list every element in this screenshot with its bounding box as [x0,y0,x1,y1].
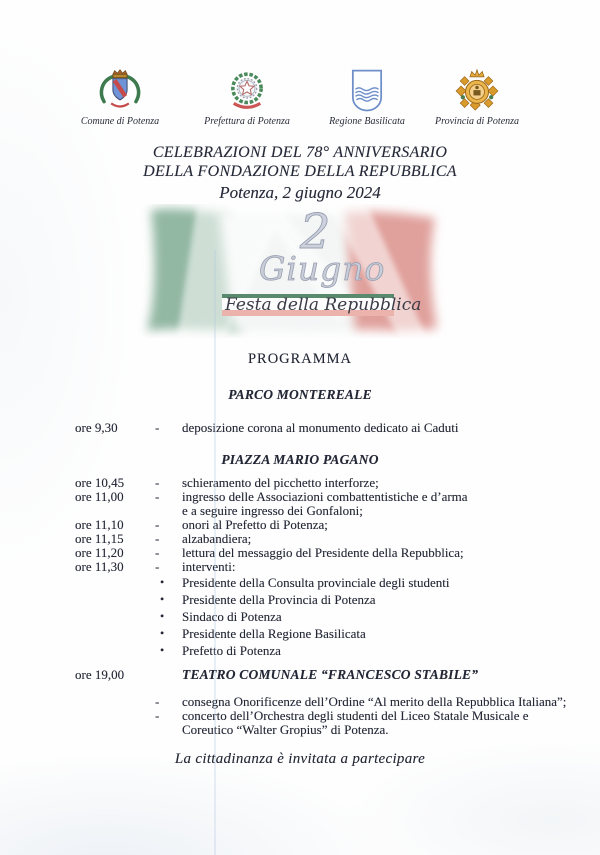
event-text: alzabandiera; [182,531,252,546]
flag-day-numeral: 2 [300,204,331,260]
bullet-icon: • [160,592,165,606]
event-time: ore 11,00 [75,489,124,504]
flag-banner-text: Festa della Repubblica [225,295,422,315]
list-item [0,608,600,625]
event-row [0,709,600,723]
venue-piazza-mario-pagano: PIAZZA MARIO PAGANO [221,452,379,467]
event-text: deposizione corona al monumento dedicato ai Caduti [182,420,459,435]
logo-label: Regione Basilicata [329,116,405,127]
event-text: concerto dell’Orchestra degli studenti del Liceo Statale Musicale e [182,708,529,723]
event-dash: - [155,531,160,546]
event-row [0,490,600,504]
flag-month-script: Giugno [259,249,386,288]
speaker-name: Presidente della Consulta provinciale degli studenti [182,575,450,590]
event-dash: - [155,708,160,723]
provincia-di-potenza-crest-icon [449,68,505,114]
title-place-date: Potenza, 2 giugno 2024 [219,183,381,202]
list-item [0,591,600,608]
teatro-events [0,695,600,737]
event-dash: - [155,420,160,435]
program-heading: PROGRAMMA [247,351,353,367]
event-row [0,518,600,532]
event-row [0,476,600,490]
event-text: lettura del messaggio del Presidente della Repubblica; [182,545,464,560]
list-item [0,642,600,659]
piazza-events [0,476,600,574]
event-text: ingresso delle Associazioni combattentistiche e d’arma [182,489,468,504]
event-text-continued: Coreutico “Walter Gropius” di Potenza. [182,722,389,737]
bullet-icon: • [160,575,165,589]
event-text: interventi: [182,559,236,574]
event-time: ore 9,30 [75,420,118,435]
prefettura-di-potenza-emblem-icon [219,68,275,114]
event-text: consegna Onorificenze dell’Ordine “Al merito della Repubblica Italiana”; [182,694,567,709]
logo-label: Provincia di Potenza [434,116,520,127]
event-dash: - [155,694,160,709]
program-section [0,351,600,768]
event-time-empty [75,695,155,709]
speaker-name: Sindaco di Potenza [182,609,282,624]
festa-banner [222,294,421,316]
logo-comune-di-potenza [58,68,182,127]
speaker-name: Presidente della Provincia di Potenza [182,592,376,607]
event-dash: - [155,545,160,560]
logo-regione-basilicata [305,68,429,127]
event-row [0,546,600,560]
event-time: ore 11,20 [75,545,124,560]
flag-2-giugno-icon [137,204,447,338]
venue-parco-montereale: PARCO MONTEREALE [228,387,372,402]
italian-flag-artwork [137,204,447,338]
event-row [0,560,600,574]
event-dash: - [155,475,160,490]
comune-di-potenza-crest-icon [93,68,147,114]
logo-provincia-di-potenza [415,68,539,127]
event-time: ore 11,10 [75,517,124,532]
logo-label: Comune di Potenza [80,116,160,127]
list-item [0,625,600,642]
event-text-continued: e a seguire ingresso dei Gonfaloni; [182,503,363,518]
regione-basilicata-shield-icon [349,68,385,114]
scan-artifact-line [214,250,216,855]
event-row [0,695,600,709]
speakers-list [0,574,600,659]
event-time: ore 11,30 [75,559,124,574]
title-line-2: DELLA FONDAZIONE DELLA REPUBBLICA [143,163,457,180]
bullet-icon: • [160,626,165,640]
logo-prefettura-di-potenza [185,68,309,127]
venue-teatro-row [0,667,600,682]
speaker-name: Presidente della Regione Basilicata [182,626,366,641]
event-time-empty [75,709,155,723]
event-row [0,421,600,435]
title-line-1: CELEBRAZIONI DEL 78° ANNIVERSARIO [152,144,448,161]
closing-invitation: La cittadinanza è invitata a partecipare [174,751,426,767]
document-title [0,143,600,203]
event-time: ore 11,15 [75,531,124,546]
event-time: ore 19,00 [75,667,125,682]
spacer [155,667,182,682]
event-dash: - [155,489,160,504]
bullet-icon: • [160,643,165,657]
event-row [0,532,600,546]
speaker-name: Prefetto di Potenza [182,643,281,658]
event-text: onori al Prefetto di Potenza; [182,517,328,532]
event-time: ore 10,45 [75,475,125,490]
venue-teatro-comunale: TEATRO COMUNALE “FRANCESCO STABILE” [182,667,479,682]
event-dash: - [155,559,160,574]
list-item [0,574,600,591]
event-text: schieramento del picchetto interforze; [182,475,379,490]
event-dash: - [155,517,160,532]
logo-label: Prefettura di Potenza [204,116,290,127]
bullet-icon: • [160,609,165,623]
